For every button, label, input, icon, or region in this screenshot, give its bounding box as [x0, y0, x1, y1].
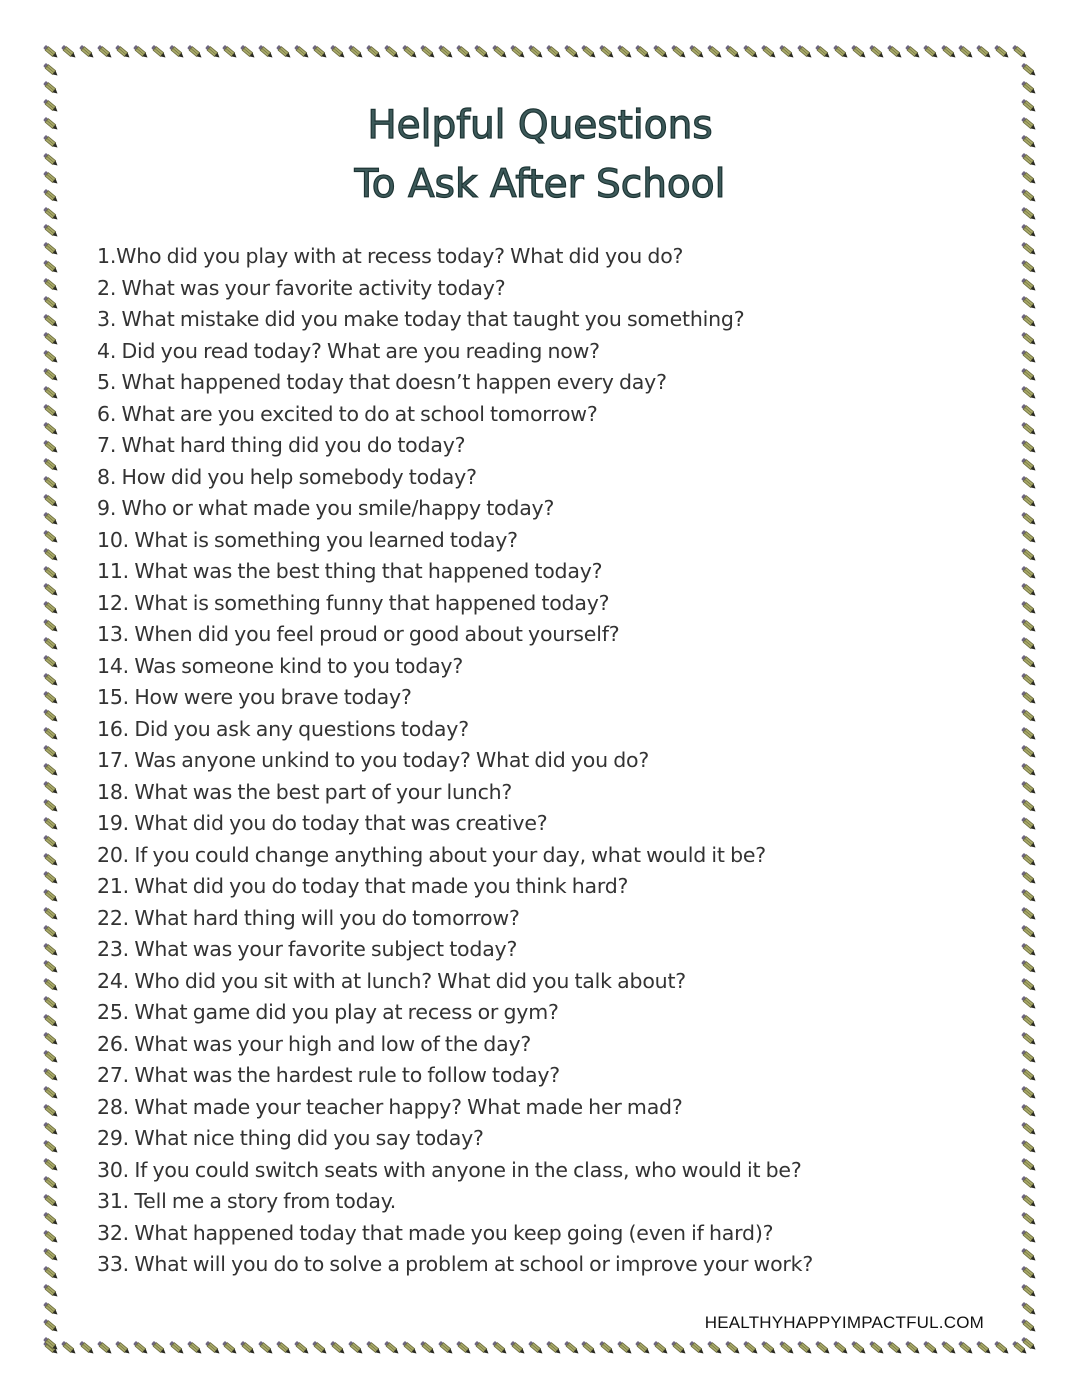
- pencil-icon: [42, 744, 60, 760]
- pencil-icon: [42, 1049, 60, 1065]
- pencil-icon: [1020, 636, 1038, 652]
- pencil-icon: [42, 241, 60, 257]
- question-item: 10. What is something you learned today?: [97, 527, 518, 552]
- pencil-icon: [78, 1340, 96, 1356]
- pencil-icon: [491, 1340, 509, 1356]
- pencil-icon: [1020, 403, 1038, 419]
- pencil-icon: [1020, 1031, 1038, 1047]
- pencil-icon: [42, 798, 60, 814]
- pencil-icon: [886, 44, 904, 60]
- pencil-icon: [1020, 1067, 1038, 1083]
- pencil-icon: [1020, 654, 1038, 670]
- page-title-line-1: Helpful Questions: [367, 103, 713, 148]
- pencil-icon: [1020, 762, 1038, 778]
- pencil-icon: [186, 1340, 204, 1356]
- pencil-icon: [42, 1283, 60, 1299]
- pencil-icon: [437, 1340, 455, 1356]
- pencil-icon: [42, 80, 60, 96]
- pencil-icon: [347, 1340, 365, 1356]
- pencil-icon: [42, 259, 60, 275]
- pencil-icon: [132, 44, 150, 60]
- question-item: 6. What are you excited to do at school tomorrow?: [97, 401, 598, 426]
- pencil-icon: [1020, 331, 1038, 347]
- pencil-icon: [922, 44, 940, 60]
- pencil-icon: [96, 44, 114, 60]
- pencil-icon: [311, 44, 329, 60]
- pencil-icon: [1020, 1013, 1038, 1029]
- pencil-icon: [940, 1340, 958, 1356]
- pencil-icon: [419, 1340, 437, 1356]
- pencil-icon: [96, 1340, 114, 1356]
- pencil-icon: [42, 1175, 60, 1191]
- pencil-icon: [42, 62, 60, 78]
- pencil-icon: [42, 1247, 60, 1263]
- pencil-icon: [1020, 62, 1038, 78]
- pencil-icon: [60, 44, 78, 60]
- pencil-icon: [868, 44, 886, 60]
- question-item: 20. If you could change anything about your day, what would it be?: [97, 842, 766, 867]
- pencil-icon: [652, 1340, 670, 1356]
- pencil-icon: [329, 1340, 347, 1356]
- pencil-icon: [401, 1340, 419, 1356]
- question-item: 15. How were you brave today?: [97, 685, 412, 709]
- pencil-icon: [616, 44, 634, 60]
- pencil-icon: [1020, 80, 1038, 96]
- pencil-icon: [706, 1340, 724, 1356]
- question-item: 11. What was the best thing that happened today?: [97, 559, 603, 583]
- question-item: 12. What is something funny that happened today?: [97, 590, 610, 615]
- pencil-icon: [1020, 942, 1038, 958]
- pencil-icon: [1020, 259, 1038, 275]
- question-item: 23. What was your favorite subject today?: [97, 937, 518, 961]
- pencil-icon: [42, 1211, 60, 1227]
- pencil-icon: [1020, 385, 1038, 401]
- pencil-icon: [239, 1340, 257, 1356]
- pencil-icon: [42, 493, 60, 509]
- pencil-icon: [1020, 977, 1038, 993]
- page-title-line-2: To Ask After School: [354, 162, 726, 207]
- pencil-icon: [455, 44, 473, 60]
- pencil-icon: [1020, 1336, 1038, 1352]
- pencil-icon: [580, 44, 598, 60]
- pencil-icon: [204, 1340, 222, 1356]
- pencil-icon: [473, 44, 491, 60]
- pencil-icon: [42, 385, 60, 401]
- pencil-icon: [1020, 1283, 1038, 1299]
- pencil-icon: [293, 44, 311, 60]
- question-item: 1.Who did you play with at recess today? What did you do?: [97, 244, 684, 268]
- question-item: 32. What happened today that made you keep going (even if hard)?: [97, 1220, 774, 1245]
- pencil-icon: [42, 277, 60, 293]
- pencil-icon: [1020, 529, 1038, 545]
- pencil-icon: [42, 1031, 60, 1047]
- question-item: 9. Who or what made you smile/happy today?: [97, 496, 555, 520]
- pencil-icon: [42, 511, 60, 527]
- pencil-icon: [760, 44, 778, 60]
- pencil-icon: [1020, 511, 1038, 527]
- pencil-icon: [1020, 1229, 1038, 1245]
- pencil-icon: [1020, 870, 1038, 886]
- pencil-icon: [491, 44, 509, 60]
- pencil-icon: [293, 1340, 311, 1356]
- question-item: 17. Was anyone unkind to you today? What did you do?: [97, 748, 650, 772]
- pencil-icon: [1020, 1301, 1038, 1317]
- pencil-icon: [42, 349, 60, 365]
- question-item: 14. Was someone kind to you today?: [97, 653, 464, 678]
- pencil-icon: [868, 1340, 886, 1356]
- question-item: 16. Did you ask any questions today?: [97, 716, 469, 741]
- pencil-icon: [957, 44, 975, 60]
- question-item: 21. What did you do today that made you think hard?: [97, 874, 629, 898]
- pencil-icon: [42, 1139, 60, 1155]
- pencil-icon: [42, 1103, 60, 1119]
- pencil-icon: [168, 1340, 186, 1356]
- pencil-icon: [401, 44, 419, 60]
- pencil-icon: [832, 1340, 850, 1356]
- pencil-icon: [42, 690, 60, 706]
- pencil-icon: [1020, 367, 1038, 383]
- question-item: 27. What was the hardest rule to follow today?: [97, 1063, 560, 1087]
- pencil-icon: [527, 44, 545, 60]
- pencil-icon: [1020, 798, 1038, 814]
- pencil-icon: [42, 1067, 60, 1083]
- pencil-icon: [347, 44, 365, 60]
- pencil-icon: [42, 1085, 60, 1101]
- pencil-icon: [221, 1340, 239, 1356]
- pencil-icon: [1020, 223, 1038, 239]
- pencil-icon: [275, 44, 293, 60]
- pencil-icon: [42, 439, 60, 455]
- pencil-icon: [42, 600, 60, 616]
- question-item: 2. What was your favorite activity today?: [97, 275, 506, 300]
- pencil-icon: [1020, 565, 1038, 581]
- pencil-icon: [42, 331, 60, 347]
- pencil-icon: [221, 44, 239, 60]
- pencil-icon: [132, 1340, 150, 1356]
- pencil-icon: [42, 924, 60, 940]
- question-item: 25. What game did you play at recess or gym?: [97, 1000, 559, 1024]
- pencil-icon: [473, 1340, 491, 1356]
- question-item: 22. What hard thing will you do tomorrow?: [97, 905, 520, 930]
- question-item: 29. What nice thing did you say today?: [97, 1126, 484, 1150]
- pencil-icon: [365, 1340, 383, 1356]
- pencil-icon: [42, 421, 60, 437]
- pencil-icon: [922, 1340, 940, 1356]
- pencil-icon: [150, 44, 168, 60]
- pencil-icon: [42, 672, 60, 688]
- pencil-icon: [975, 1340, 993, 1356]
- pencil-icon: [239, 44, 257, 60]
- pencil-icon: [778, 44, 796, 60]
- pencil-icon: [563, 1340, 581, 1356]
- pencil-icon: [383, 44, 401, 60]
- pencil-icon: [150, 1340, 168, 1356]
- pencil-icon: [814, 44, 832, 60]
- pencil-icon: [257, 1340, 275, 1356]
- pencil-icon: [186, 44, 204, 60]
- pencil-icon: [616, 1340, 634, 1356]
- pencil-icon: [42, 618, 60, 634]
- pencil-icon: [1020, 672, 1038, 688]
- pencil-icon: [904, 1340, 922, 1356]
- question-item: 26. What was your high and low of the day?: [97, 1031, 532, 1056]
- pencil-icon: [1020, 1193, 1038, 1209]
- pencil-icon: [1020, 1049, 1038, 1065]
- question-item: 31. Tell me a story from today.: [97, 1189, 397, 1213]
- pencil-icon: [1020, 349, 1038, 365]
- pencil-icon: [42, 295, 60, 311]
- pencil-icon: [42, 654, 60, 670]
- pencil-icon: [580, 1340, 598, 1356]
- pencil-icon: [832, 44, 850, 60]
- pencil-icon: [1020, 1318, 1038, 1334]
- pencil-icon: [42, 1157, 60, 1173]
- pencil-icon: [42, 582, 60, 598]
- pencil-icon: [1020, 457, 1038, 473]
- pencil-icon: [688, 1340, 706, 1356]
- pencil-icon: [1020, 493, 1038, 509]
- pencil-icon: [1020, 439, 1038, 455]
- pencil-icon: [42, 636, 60, 652]
- pencil-icon: [42, 1336, 60, 1352]
- pencil-icon: [42, 475, 60, 491]
- question-item: 19. What did you do today that was creative?: [97, 811, 548, 835]
- pencil-icon: [42, 942, 60, 958]
- pencil-icon: [42, 367, 60, 383]
- pencil-icon: [1020, 1157, 1038, 1173]
- pencil-icon: [993, 44, 1011, 60]
- pencil-icon: [42, 852, 60, 868]
- pencil-icon: [634, 44, 652, 60]
- pencil-icon: [42, 565, 60, 581]
- pencil-icon: [975, 44, 993, 60]
- pencil-icon: [1020, 277, 1038, 293]
- pencil-icon: [1020, 1175, 1038, 1191]
- question-item: 28. What made your teacher happy? What made her mad?: [97, 1094, 683, 1119]
- pencil-icon: [365, 44, 383, 60]
- pencil-icon: [42, 762, 60, 778]
- pencil-icon: [42, 1229, 60, 1245]
- pencil-icon: [1020, 959, 1038, 975]
- pencil-icon: [1020, 1247, 1038, 1263]
- pencil-icon: [419, 44, 437, 60]
- pencil-icon: [1020, 924, 1038, 940]
- pencil-icon: [850, 1340, 868, 1356]
- pencil-icon: [42, 1301, 60, 1317]
- pencil-icon: [42, 403, 60, 419]
- pencil-icon: [204, 44, 222, 60]
- pencil-icon: [275, 1340, 293, 1356]
- pencil-icon: [329, 44, 347, 60]
- pencil-icon: [742, 44, 760, 60]
- question-item: 18. What was the best part of your lunch?: [97, 779, 513, 804]
- pencil-icon: [634, 1340, 652, 1356]
- pencil-icon: [42, 44, 60, 60]
- pencil-icon: [563, 44, 581, 60]
- pencil-icon: [114, 44, 132, 60]
- pencil-icon: [1020, 475, 1038, 491]
- pencil-icon: [42, 870, 60, 886]
- question-item: 8. How did you help somebody today?: [97, 464, 477, 489]
- pencil-icon: [42, 780, 60, 796]
- pencil-icon: [42, 1318, 60, 1334]
- pencil-icon: [42, 206, 60, 222]
- pencil-icon: [886, 1340, 904, 1356]
- pencil-icon: [42, 1193, 60, 1209]
- pencil-icon: [527, 1340, 545, 1356]
- question-item: 7. What hard thing did you do today?: [97, 433, 466, 457]
- pencil-icon: [42, 995, 60, 1011]
- pencil-icon: [724, 1340, 742, 1356]
- pencil-icon: [42, 834, 60, 850]
- pencil-icon: [993, 1340, 1011, 1356]
- pencil-icon: [670, 1340, 688, 1356]
- question-item: 13. When did you feel proud or good about yourself?: [97, 622, 620, 646]
- pencil-icon: [1020, 600, 1038, 616]
- pencil-icon: [796, 1340, 814, 1356]
- pencil-icon: [904, 44, 922, 60]
- pencil-icon: [168, 44, 186, 60]
- pencil-icon: [383, 1340, 401, 1356]
- pencil-icon: [1020, 618, 1038, 634]
- pencil-icon: [42, 223, 60, 239]
- pencil-icon: [42, 888, 60, 904]
- pencil-icon: [509, 44, 527, 60]
- pencil-icon: [42, 457, 60, 473]
- pencil-icon: [796, 44, 814, 60]
- question-item: 30. If you could switch seats with anyone in the class, who would it be?: [97, 1157, 802, 1182]
- pencil-icon: [1020, 995, 1038, 1011]
- pencil-icon: [257, 44, 275, 60]
- pencil-icon: [42, 977, 60, 993]
- pencil-icon: [42, 1265, 60, 1281]
- pencil-icon: [1020, 906, 1038, 922]
- question-item: 33. What will you do to solve a problem at school or improve your work?: [97, 1252, 814, 1276]
- pencil-icon: [42, 547, 60, 563]
- pencil-icon: [42, 1013, 60, 1029]
- pencil-icon: [1020, 744, 1038, 760]
- pencil-icon: [1020, 547, 1038, 563]
- pencil-icon: [509, 1340, 527, 1356]
- pencil-icon: [940, 44, 958, 60]
- pencil-icon: [1020, 1139, 1038, 1155]
- pencil-icon: [42, 313, 60, 329]
- pencil-icon: [42, 816, 60, 832]
- pencil-icon: [1020, 295, 1038, 311]
- pencil-icon: [1020, 852, 1038, 868]
- footer-website: HEALTHYHAPPYIMPACTFUL.COM: [704, 1313, 984, 1332]
- pencil-icon: [42, 529, 60, 545]
- pencil-icon: [1020, 834, 1038, 850]
- pencil-icon: [437, 44, 455, 60]
- pencil-icon: [42, 726, 60, 742]
- pencil-icon: [1020, 421, 1038, 437]
- pencil-icon: [850, 44, 868, 60]
- pencil-icon: [42, 708, 60, 724]
- pencil-icon: [688, 44, 706, 60]
- pencil-icon: [652, 44, 670, 60]
- pencil-icon: [60, 1340, 78, 1356]
- pencil-icon: [1020, 690, 1038, 706]
- pencil-icon: [1020, 241, 1038, 257]
- question-item: 5. What happened today that doesn’t happen every day?: [97, 370, 667, 394]
- question-item: 3. What mistake did you make today that taught you something?: [97, 307, 745, 331]
- pencil-icon: [1020, 816, 1038, 832]
- pencil-icon: [1020, 888, 1038, 904]
- questions-list: [97, 241, 813, 1281]
- pencil-icon: [724, 44, 742, 60]
- pencil-icon: [42, 959, 60, 975]
- pencil-icon: [1020, 1265, 1038, 1281]
- pencil-icon: [42, 906, 60, 922]
- pencil-icon: [545, 1340, 563, 1356]
- pencil-icon: [1020, 206, 1038, 222]
- pencil-icon: [1020, 708, 1038, 724]
- pencil-icon: [706, 44, 724, 60]
- pencil-icon: [598, 1340, 616, 1356]
- pencil-icon: [814, 1340, 832, 1356]
- pencil-icon: [670, 44, 688, 60]
- pencil-icon: [114, 1340, 132, 1356]
- pencil-icon: [1020, 1085, 1038, 1101]
- pencil-icon: [760, 1340, 778, 1356]
- pencil-icon: [1020, 313, 1038, 329]
- pencil-icon: [778, 1340, 796, 1356]
- pencil-icon: [1020, 780, 1038, 796]
- pencil-icon: [1020, 1121, 1038, 1137]
- pencil-icon: [78, 44, 96, 60]
- pencil-icon: [1011, 44, 1029, 60]
- pencil-icon: [545, 44, 563, 60]
- pencil-icon: [455, 1340, 473, 1356]
- pencil-icon: [742, 1340, 760, 1356]
- question-item: 4. Did you read today? What are you reading now?: [97, 338, 600, 363]
- pencil-icon: [311, 1340, 329, 1356]
- question-item: 24. Who did you sit with at lunch? What did you talk about?: [97, 968, 686, 993]
- pencil-icon: [598, 44, 616, 60]
- pencil-icon: [1020, 1103, 1038, 1119]
- pencil-icon: [42, 1121, 60, 1137]
- pencil-icon: [1020, 582, 1038, 598]
- pencil-icon: [1020, 726, 1038, 742]
- pencil-icon: [957, 1340, 975, 1356]
- pencil-icon: [1020, 1211, 1038, 1227]
